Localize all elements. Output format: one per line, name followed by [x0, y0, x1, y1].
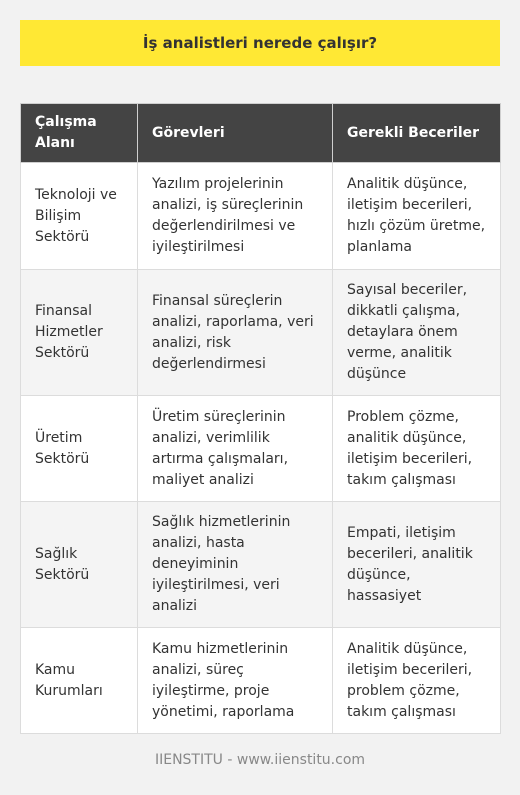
cell-duties: Kamu hizmetlerinin analizi, süreç iyileştirme, proje yönetimi, raporlama: [138, 628, 333, 734]
footer-credit: IIENSTITU - www.iienstitu.com: [154, 752, 366, 768]
cell-duties: Finansal süreçlerin analizi, raporlama, veri analizi, risk değerlendirmesi: [138, 270, 333, 396]
table-row: [21, 163, 501, 270]
table-row: [21, 502, 501, 628]
cell-skills: Analitik düşünce, iletişim becerileri, hızlı çözüm üretme, planlama: [333, 163, 501, 270]
cell-skills: Problem çözme, analitik düşünce, iletişim becerileri, takım çalışması: [333, 396, 501, 502]
cell-duties: Üretim süreçlerinin analizi, verimlilik artırma çalışmaları, maliyet analizi: [138, 396, 333, 502]
cell-skills: Empati, iletişim becerileri, analitik düşünce, hassasiyet: [333, 502, 501, 628]
table-row: [21, 396, 501, 502]
table-row: [21, 628, 501, 734]
cell-duties: Sağlık hizmetlerinin analizi, hasta deneyiminin iyileştirilmesi, veri analizi: [138, 502, 333, 628]
workplace-table: [20, 103, 501, 734]
cell-work-area: Üretim Sektörü: [21, 396, 138, 502]
table-row: [21, 270, 501, 396]
cell-skills: Sayısal beceriler, dikkatli çalışma, detaylara önem verme, analitik düşünce: [333, 270, 501, 396]
cell-duties: Yazılım projelerinin analizi, iş süreçlerinin değerlendirilmesi ve iyileştirilmesi: [138, 163, 333, 270]
header-work-area: Çalışma Alanı: [21, 104, 138, 163]
cell-work-area: Teknoloji ve Bilişim Sektörü: [21, 163, 138, 270]
cell-work-area: Kamu Kurumları: [21, 628, 138, 734]
title-banner: [20, 20, 500, 66]
cell-skills: Analitik düşünce, iletişim becerileri, problem çözme, takım çalışması: [333, 628, 501, 734]
table-header-row: [21, 104, 501, 163]
header-duties: Görevleri: [138, 104, 333, 163]
page-title: İş analistleri nerede çalışır?: [142, 34, 378, 52]
cell-work-area: Sağlık Sektörü: [21, 502, 138, 628]
cell-work-area: Finansal Hizmetler Sektörü: [21, 270, 138, 396]
header-required-skills: Gerekli Beceriler: [333, 104, 501, 163]
